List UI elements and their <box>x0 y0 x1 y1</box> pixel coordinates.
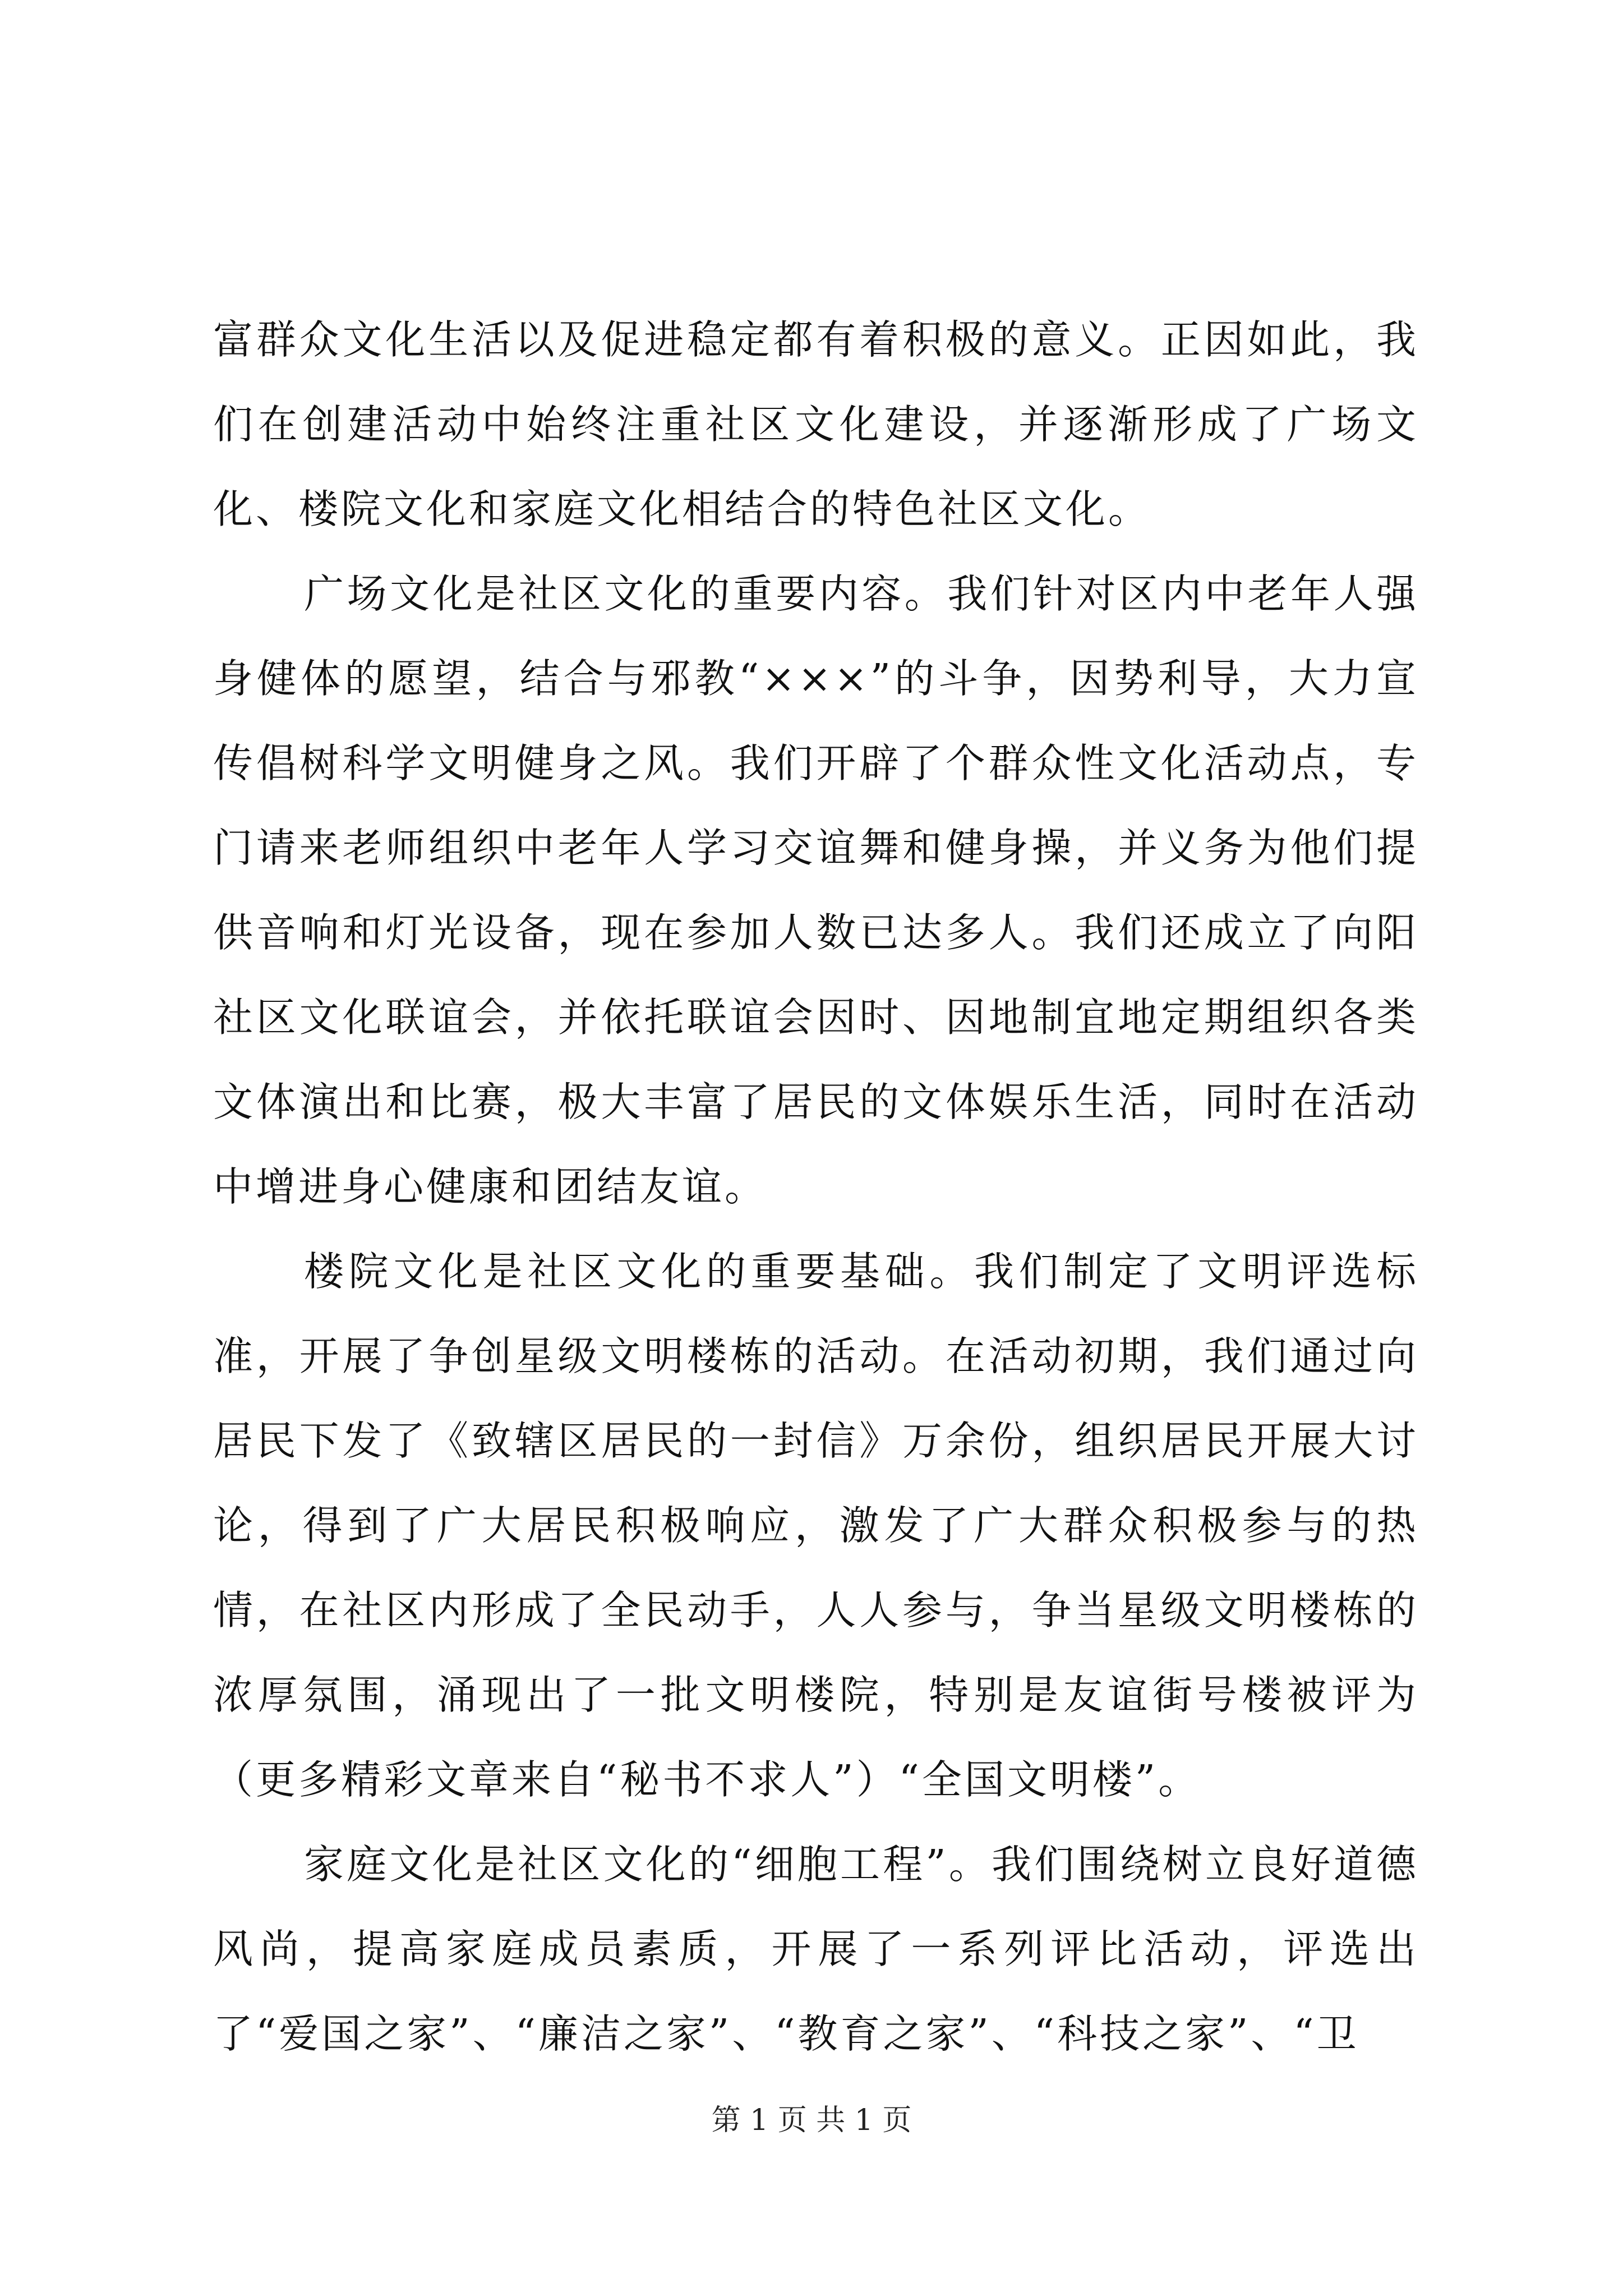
paragraph: 广场文化是社区文化的重要内容。我们针对区内中老年人强身健体的愿望，结合与邪教“×××”的斗争，因势利导，大力宣传倡树科学文明健身之风。我们开辟了个群众性文化活动点，专门请来老师组织中老年人学习交谊舞和健身操，并义务为他们提供音响和灯光设备，现在参加人数已达多人。我们还成立了向阳社区文化联谊会，并依托联谊会因时、因地制宜地定期组织各类文体演出和比赛，极大丰富了居民的文体娱乐生活，同时在活动中增进身心健康和团结友谊。 <box>213 570 1419 1210</box>
paragraph: 家庭文化是社区文化的“细胞工程”。我们围绕树立良好道德风尚，提高家庭成员素质，开展了一系列评比活动，评选出了“爱国之家”、“廉洁之家”、“教育之家”、“科技之家”、“卫 <box>213 1841 1419 2057</box>
document-body <box>213 297 1419 2076</box>
paragraph: 富群众文化生活以及促进稳定都有着积极的意义。正因如此，我们在创建活动中始终注重社区文化建设，并逐渐形成了广场文化、楼院文化和家庭文化相结合的特色社区文化。 <box>213 316 1419 532</box>
paragraph: 楼院文化是社区文化的重要基础。我们制定了文明评选标准，开展了争创星级文明楼栋的活动。在活动初期，我们通过向居民下发了《致辖区居民的一封信》万余份，组织居民开展大讨论，得到了广大居民积极响应，激发了广大群众积极参与的热情，在社区内形成了全民动手，人人参与，争当星级文明楼栋的浓厚氛围，涌现出了一批文明楼院，特别是友谊街号楼被评为（更多精彩文章来自“秘书不求人”）“全国文明楼”。 <box>213 1248 1419 1803</box>
page-footer: 第 1 页 共 1 页 <box>711 2104 912 2137</box>
